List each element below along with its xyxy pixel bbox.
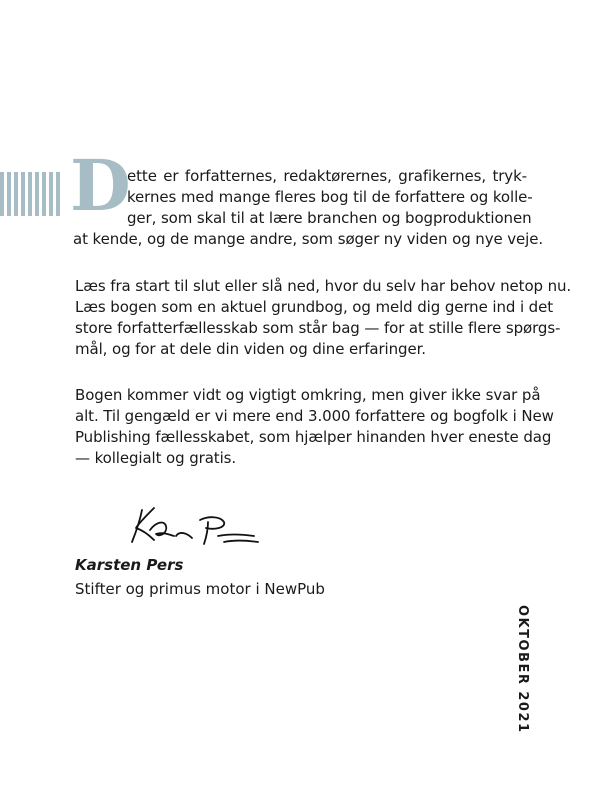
text-line: Publishing fællesskabet, som hjælper hinanden hver eneste dag (75, 428, 552, 446)
text-line: kernes med mange fleres bog til de forfattere og kolle- (127, 188, 533, 206)
text-line: store forfatterfællesskab som står bag — for at stille flere spørgs- (75, 319, 561, 337)
text-line: ger, som skal til at lære branchen og bogproduktionen (127, 209, 532, 227)
signatory-role: Stifter og primus motor i NewPub (75, 580, 325, 598)
third-paragraph (75, 385, 554, 469)
text-line: alt. Til gengæld er vi mere end 3.000 forfattere og bogfolk i New (75, 407, 554, 425)
text-line: Læs bogen som en aktuel grundbog, og meld dig gerne ind i det (75, 298, 554, 316)
text-line: Bogen kommer vidt og vigtigt omkring, men giver ikke svar på (75, 386, 541, 404)
second-paragraph (75, 276, 572, 360)
decorative-stripes (0, 172, 60, 216)
text-line: ette er forfatternes, redaktørernes, grafikernes, tryk- (127, 167, 527, 185)
text-line: mål, og for at dele din viden og dine erfaringer. (75, 340, 426, 358)
drop-cap: D (70, 144, 131, 227)
signatory-name: Karsten Pers (75, 556, 184, 574)
text-line: Læs fra start til slut eller slå ned, hvor du selv har behov netop nu. (75, 277, 572, 295)
text-line: at kende, og de mange andre, som søger ny viden og nye veje. (73, 230, 544, 248)
date-label: OKTOBER 2021 (515, 605, 530, 734)
handwritten-signature (128, 500, 263, 550)
text-line: — kollegialt og gratis. (75, 449, 237, 467)
intro-paragraph (73, 166, 544, 250)
